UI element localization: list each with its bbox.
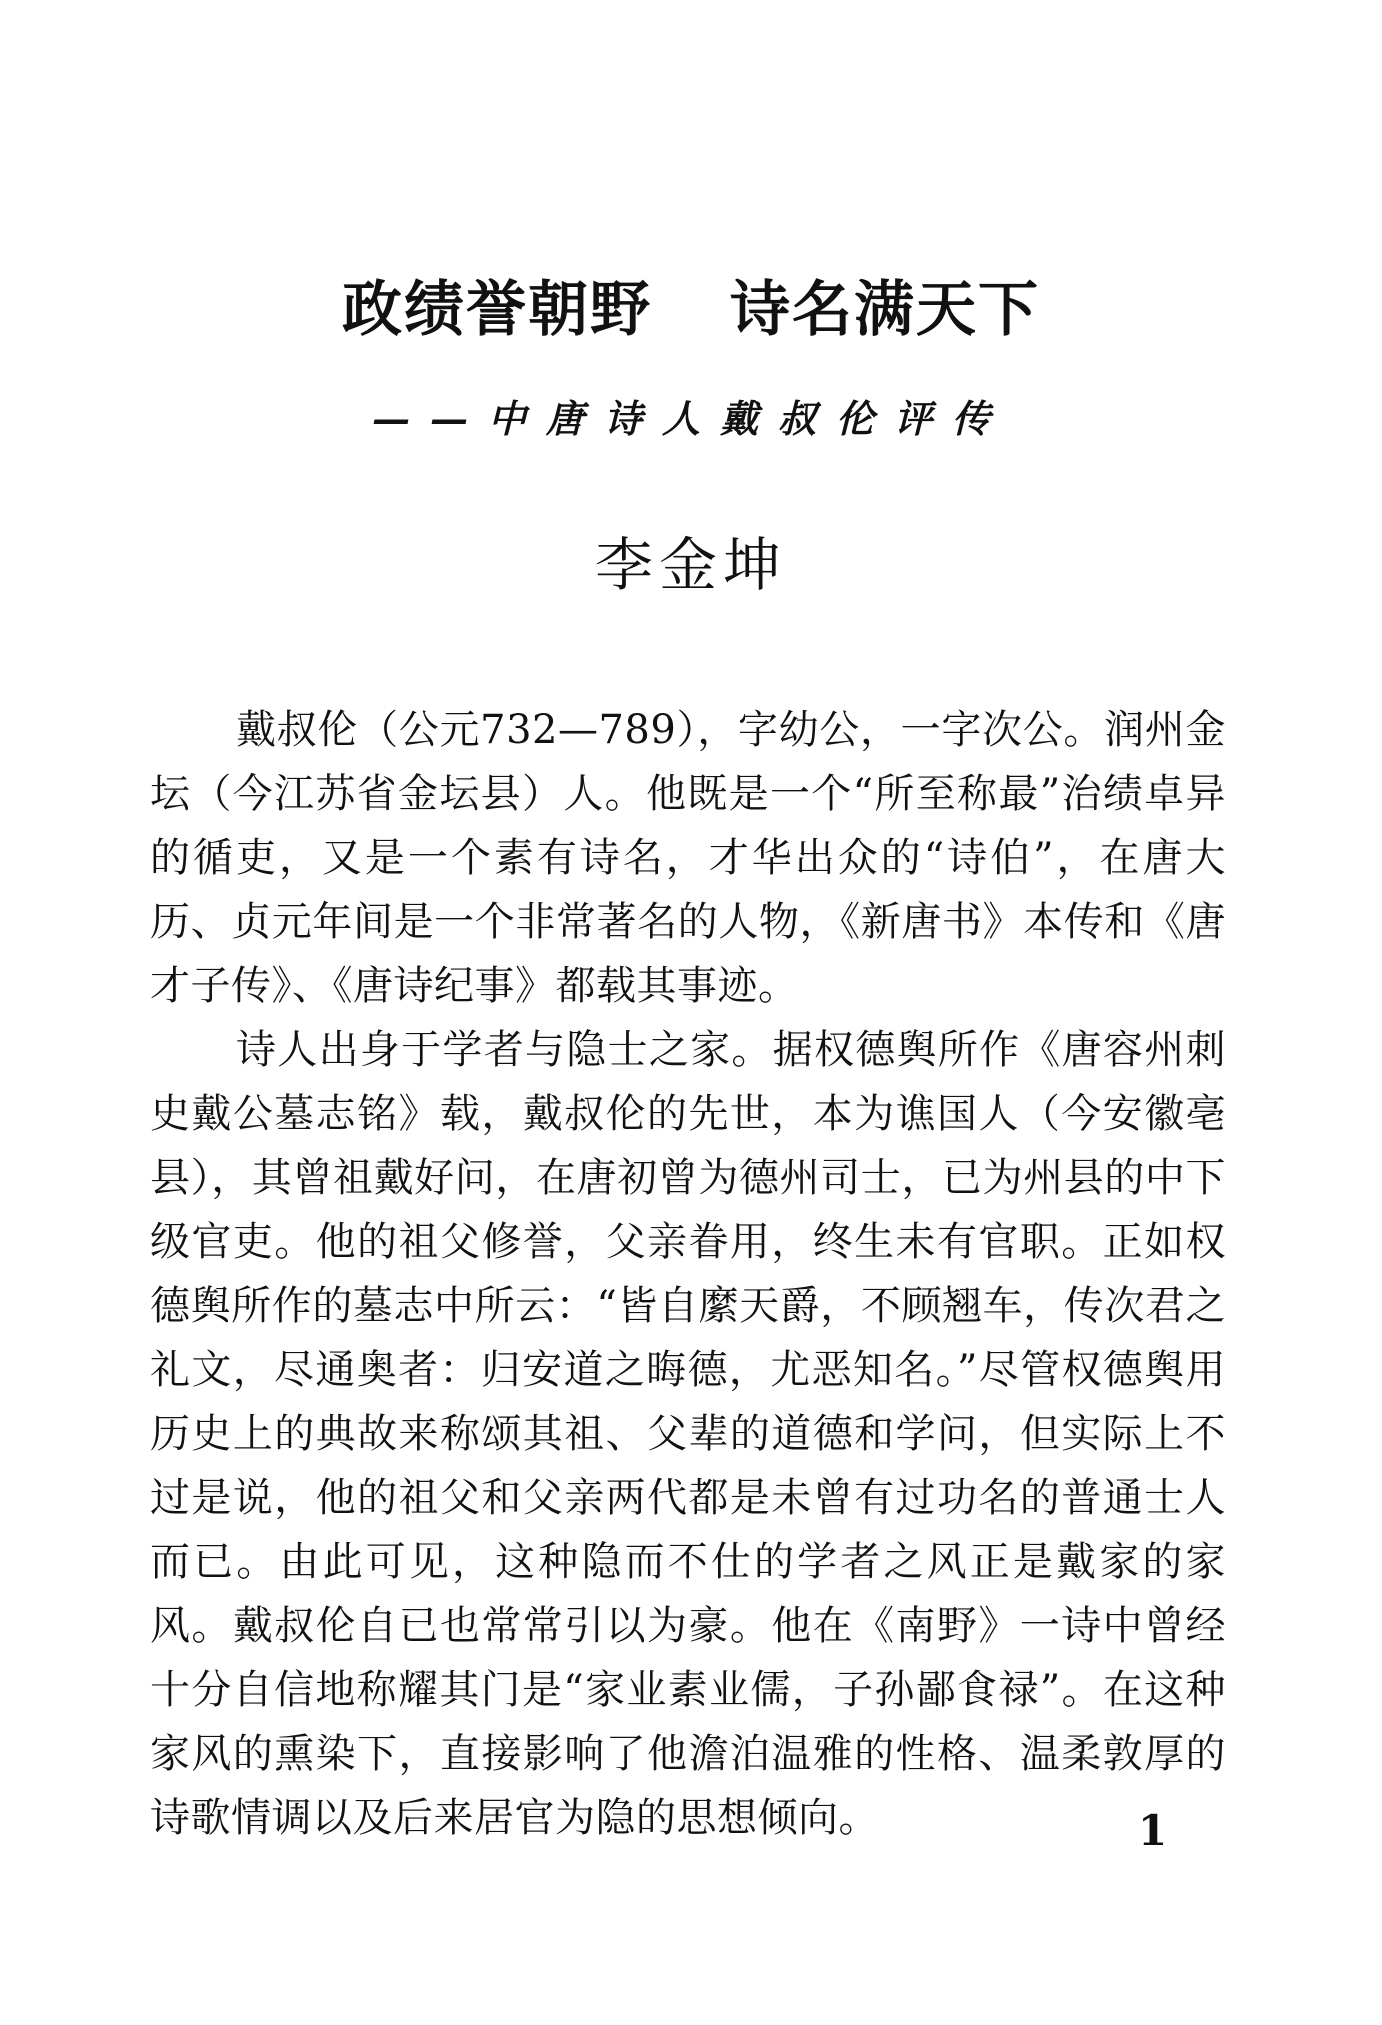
article-subtitle: ——中唐诗人戴叔伦评传 bbox=[371, 396, 1010, 441]
author-name: 李金坤 bbox=[594, 531, 787, 599]
article-body bbox=[150, 698, 1226, 1850]
page-number: 1 bbox=[1138, 1806, 1168, 1855]
article-title-part-2: 诗名满天下 bbox=[730, 275, 1040, 345]
body-paragraph-1: 戴叔伦（公元732—789），字幼公，一字次公。润州金坛（今江苏省金坛县）人。他既是一个“所至称最”治绩卓异的循吏，又是一个素有诗名，才华出众的“诗伯”，在唐大历、贞元年间是一个非常著名的人物，《新唐书》本传和《唐才子传》、《唐诗纪事》都载其事迹。 bbox=[150, 707, 1226, 1009]
body-paragraph-2: 诗人出身于学者与隐士之家。据权德舆所作《唐容州刺史戴公墓志铭》载，戴叔伦的先世，本为谯国人（今安徽亳县），其曾祖戴好问，在唐初曾为德州司士，已为州县的中下级官吏。他的祖父修誉，父亲眷用，终生未有官职。正如权德舆所作的墓志中所云：“皆自縻天爵，不顾翘车，传次君之礼文，尽通奥者：归安道之晦德，尤恶知名。”尽管权德舆用历史上的典故来称颂其祖、父辈的道德和学问，但实际上不过是说，他的祖父和父亲两代都是未曾有过功名的普通士人而已。由此可见，这种隐而不仕的学者之风正是戴家的家风。戴叔伦自已也常常引以为豪。他在《南野》一诗中曾经十分自信地称耀其门是“家业素业儒，子孙鄙食禄”。在这种家风的熏染下，直接影响了他澹泊温雅的性格、温柔敦厚的诗歌情调以及后来居官为隐的思想倾向。 bbox=[150, 1027, 1226, 1841]
article-title bbox=[0, 262, 1382, 348]
article-title-part-1: 政绩誉朝野 bbox=[342, 275, 652, 345]
